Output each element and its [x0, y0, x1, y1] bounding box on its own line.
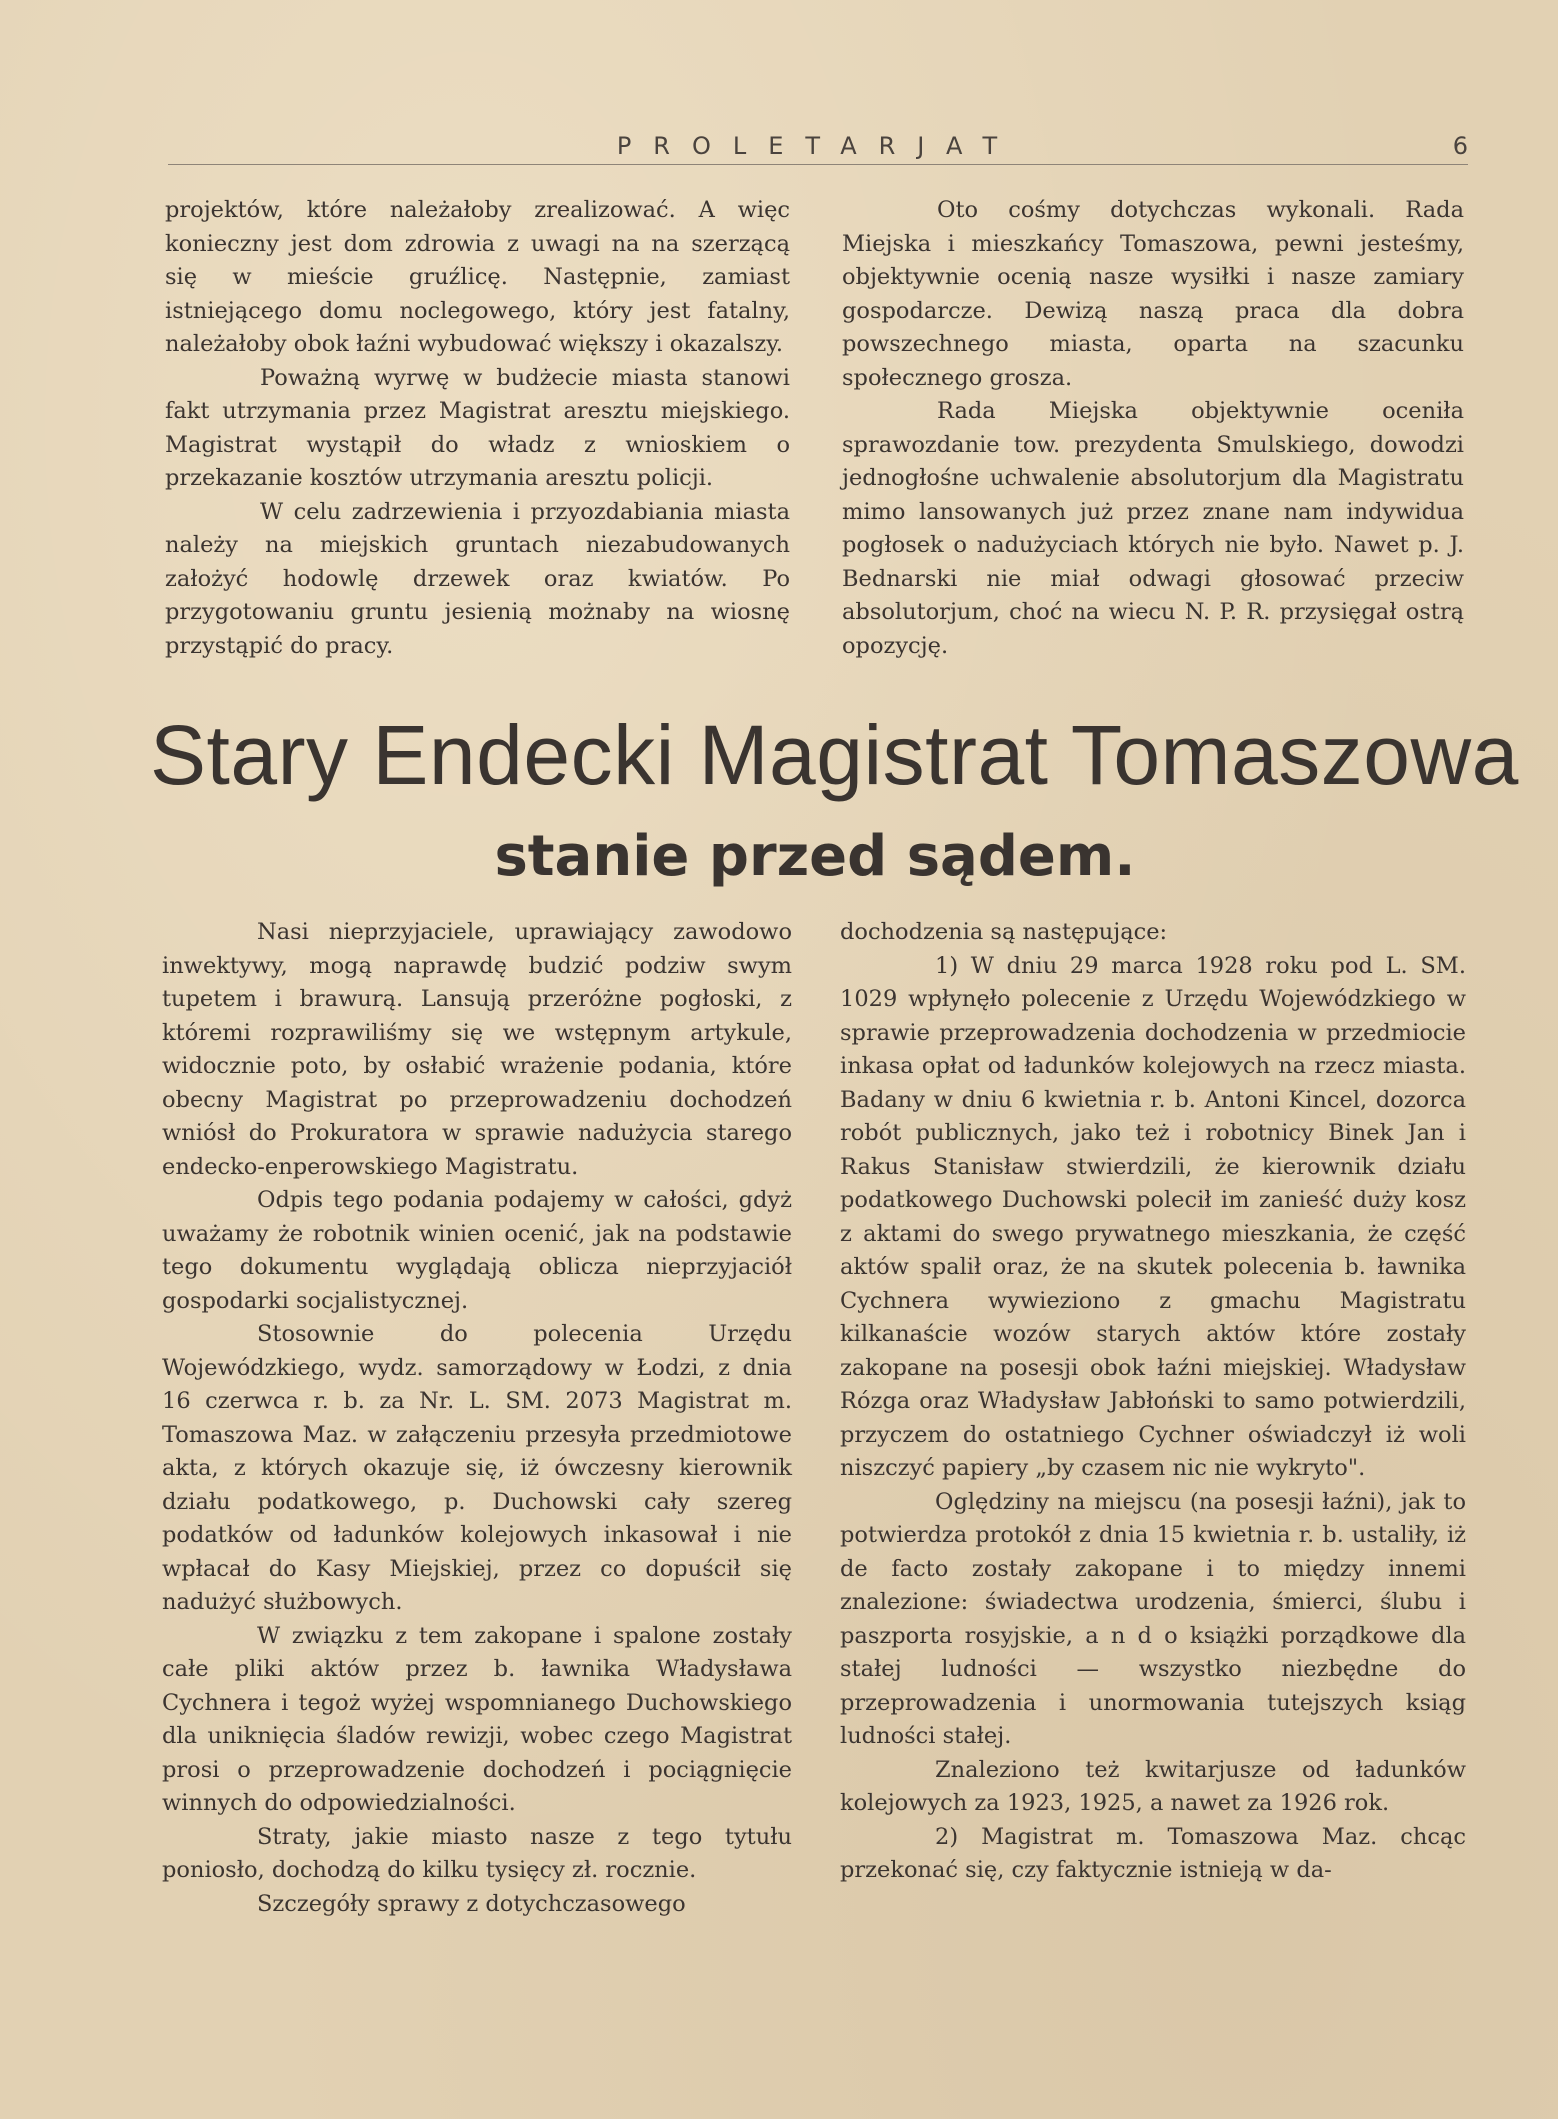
paragraph: Poważną wyrwę w budżecie miasta stanowi fakt utrzymania przez Magistrat aresztu miejskiego. Magistrat wystąpił do władz z wnioskiem o przekazanie kosztów utrzymania aresztu policji. — [165, 364, 790, 491]
paragraph: projektów, które należałoby zrealizować. A więc konieczny jest dom zdrowia z uwagi na na szerzącą się w mieście gruźlicę. Następnie, zamiast istniejącego domu noclegowego, który jest fatalny, należałoby obok łaźni wybudować większy i okazalszy. — [165, 197, 790, 357]
paragraph: dochodzenia są następujące: — [840, 919, 1168, 945]
article-left-column — [162, 916, 792, 1921]
paragraph: Odpis tego podania podajemy w całości, gdyż uważamy że robotnik winien ocenić, jak na podstawie tego dokumentu wyglądają oblicza nieprzyjaciół gospodarki socjalistycznej. — [162, 1187, 792, 1314]
paragraph: Rada Miejska objektywnie oceniła sprawozdanie tow. prezydenta Smulskiego, dowodzi jednogłośne uchwalenie absolutorjum dla Magistratu mimo lansowanych już przez znane nam indywidua pogłosek o nadużyciach których nie było. Nawet p. J. Bednarski nie miał odwagi głosować przeciw absolutorjum, choć na wiecu N. P. R. przysięgał ostrą opozycję. — [842, 398, 1464, 659]
page-header — [168, 132, 1468, 172]
paragraph: Straty, jakie miasto nasze z tego tytułu poniosło, dochodzą do kilku tysięcy zł. rocznie. — [162, 1823, 792, 1883]
upper-right-column — [842, 194, 1464, 663]
article-headline: Stary Endecki Magistrat Tomaszowa — [150, 708, 1519, 802]
upper-left-column — [165, 194, 790, 663]
paragraph: W związku z tem zakopane i spalone zostały całe pliki aktów przez b. ławnika Władysława Cychnera i tegoż wyżej wspomnianego Duchowskiego dla uniknięcia śladów rewizji, wobec czego Magistrat prosi o przeprowadzenie dochodzeń i pociągnięcie winnych do odpowiedzialności. — [162, 1622, 792, 1816]
paragraph: Oględziny na miejscu (na posesji łaźni), jak to potwierdza protokół z dnia 15 kwietnia r. b. ustaliły, iż de facto zostały zakopane i to między innemi znalezione: świadectwa urodzenia, śmierci, ślubu i paszporta rosyjskie, a n d o książki porządkowe dla stałej ludności — wszystko niezbędne do przeprowadzenia i unormowania tutejszych ksiąg ludności stałej. — [840, 1488, 1466, 1749]
article-subheadline: stanie przed sądem. — [494, 824, 1136, 889]
paragraph: Szczegóły sprawy z dotychczasowego — [257, 1890, 686, 1917]
paragraph: 2) Magistrat m. Tomaszowa Maz. chcąc przekonać się, czy faktycznie istnieją w da- — [840, 1823, 1466, 1883]
paragraph: Stosownie do polecenia Urzędu Wojewódzkiego, wydz. samorządowy w Łodzi, z dnia 16 czerwca r. b. za Nr. L. SM. 2073 Magistrat m. Tomaszowa Maz. w załączeniu przesyła przedmiotowe akta, z których okazuje się, iż ówczesny kierownik działu podatkowego, p. Duchowski cały szereg podatków od ładunków kolejowych inkasował i nie wpłacał do Kasy Miejskiej, przez co dopuścił się nadużyć służbowych. — [162, 1321, 792, 1615]
paragraph: Oto cośmy dotychczas wykonali. Rada Miejska i mieszkańcy Tomaszowa, pewni jesteśmy, objektywnie ocenią nasze wysiłki i nasze zamiary gospodarcze. Dewizą naszą praca dla dobra powszechnego miasta, oparta na szacunku społecznego grosza. — [842, 197, 1464, 391]
running-title: PROLETARJAT — [616, 132, 1020, 160]
paragraph: Znaleziono też kwitarjusze od ładunków kolejowych za 1923, 1925, a nawet za 1926 rok. — [840, 1756, 1466, 1816]
paragraph: W celu zadrzewienia i przyozdabiania miasta należy na miejskich gruntach niezabudowanych założyć hodowlę drzewek oraz kwiatów. Po przygotowaniu gruntu jesienią możnaby na wiosnę przystąpić do pracy. — [165, 498, 790, 659]
header-rule — [168, 164, 1468, 165]
article-right-column — [840, 916, 1466, 1888]
paragraph: Nasi nieprzyjaciele, uprawiający zawodowo inwektywy, mogą naprawdę budzić podziw swym tupetem i brawurą. Lansują przeróżne pogłoski, z któremi rozprawiliśmy się we wstępnym artykule, widocznie poto, by osłabić wrażenie podania, które obecny Magistrat po przeprowadzeniu dochodzeń wniósł do Prokuratora w sprawie nadużycia starego endecko-enperowskiego Magistratu. — [162, 919, 792, 1180]
paragraph: 1) W dniu 29 marca 1928 roku pod L. SM. 1029 wpłynęło polecenie z Urzędu Wojewódzkiego w sprawie przeprowadzenia dochodzenia w przedmiocie inkasa opłat od ładunków kolejowych na rzecz miasta. Badany w dniu 6 kwietnia r. b. Antoni Kincel, dozorca robót publicznych, jako też i robotnicy Binek Jan i Rakus Stanisław stwierdzili, że kierownik działu podatkowego Duchowski polecił im zanieść duży kosz z aktami do swego prywatnego mieszkania, że część aktów spalił oraz, że na skutek polecenia b. ławnika Cychnera wywieziono z gmachu Magistratu kilkanaście wozów starych aktów które zostały zakopane na posesji obok łaźni miejskiej. Władysław Rózga oraz Władysław Jabłoński to samo potwierdzili, przyczem do ostatniego Cychner oświadczył iż woli niszczyć papiery „by czasem nic nie wykryto". — [840, 952, 1466, 1481]
page-number: 6 — [1452, 132, 1468, 160]
